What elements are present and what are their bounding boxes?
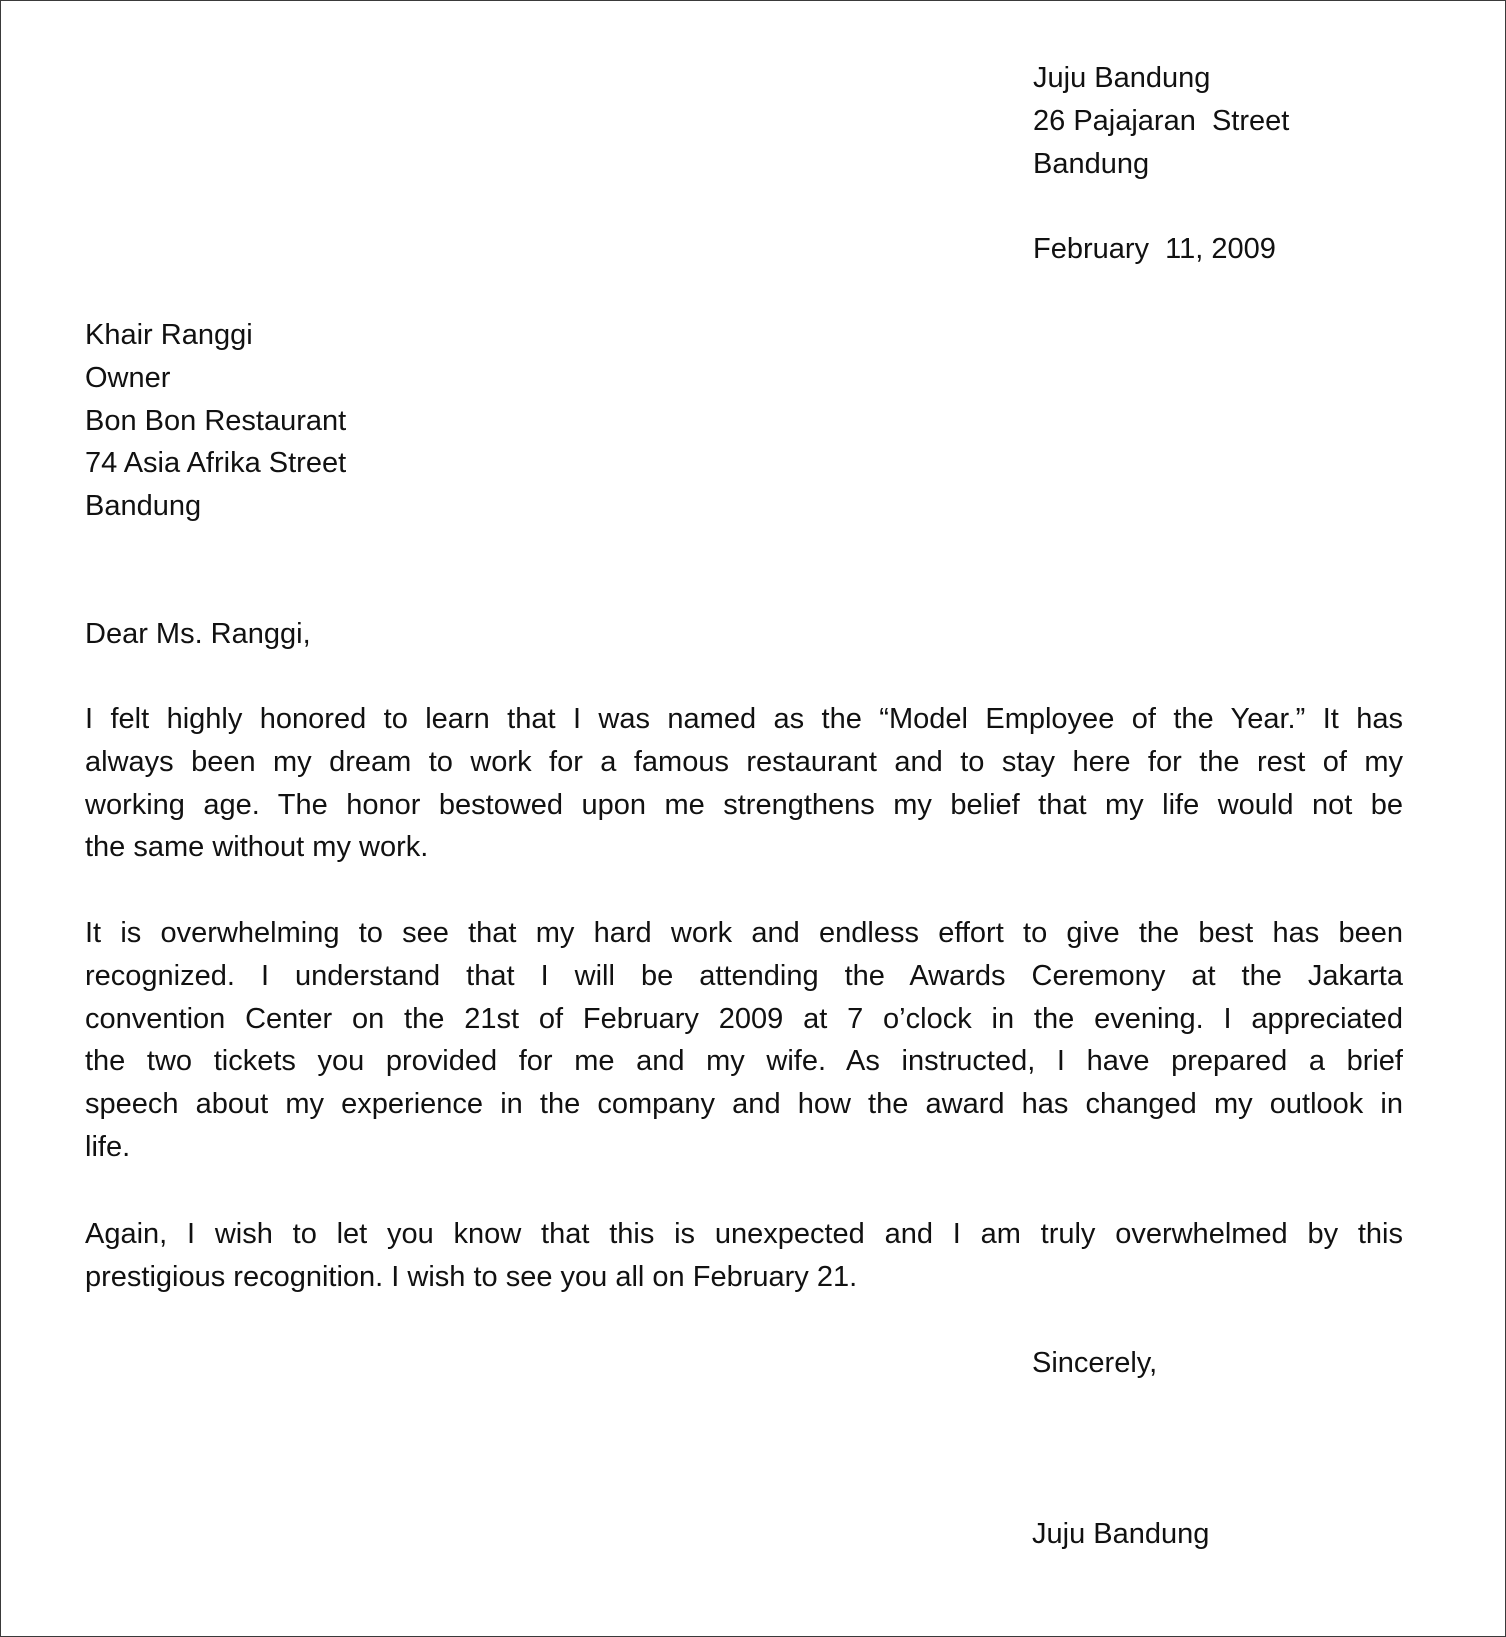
paragraph-line: I felt highly honored to learn that I was named as the “Model Employee of the Year.” It has [85,703,1403,735]
sender-street: 26 Pajajaran Street [1033,104,1290,137]
recipient-city: Bandung [85,490,202,523]
paragraph-line: the same without my work. [85,831,429,864]
recipient-title: Owner [85,361,171,394]
sender-address [1033,57,1289,185]
recipient-name: Khair Ranggi [85,319,253,351]
paragraph-line: always been my dream to work for a famous restaurant and to stay here for the rest of my [85,745,1403,778]
recipient-company: Bon Bon Restaurant [85,404,347,437]
salutation: Dear Ms. Ranggi, [85,618,311,650]
body-paragraph-2 [85,912,1403,1169]
paragraph-line: recognized. I understand that I will be attending the Awards Ceremony at the Jakarta [85,959,1403,992]
paragraph-line: life. [85,1130,131,1163]
paragraph-line: speech about my experience in the company and how the award has changed my outlook in [85,1088,1403,1121]
sender-city: Bandung [1033,147,1150,180]
recipient-street: 74 Asia Afrika Street [85,447,347,480]
paragraph-line: Again, I wish to let you know that this is unexpected and I am truly overwhelmed by this [85,1218,1403,1250]
closing: Sincerely, [1032,1347,1158,1379]
paragraph-line: convention Center on the 21st of February 2009 at 7 o’clock in the evening. I appreciated [85,1002,1403,1035]
body-paragraph-3 [85,1213,1403,1299]
paragraph-line: It is overwhelming to see that my hard work and endless effort to give the best has been [85,917,1403,949]
paragraph-line: prestigious recognition. I wish to see you all on February 21. [85,1260,858,1293]
signature-name: Juju Bandung [1032,1518,1210,1550]
paragraph-line: the two tickets you provided for me and my wife. As instructed, I have prepared a brief [85,1045,1403,1078]
recipient-address [85,314,346,528]
sender-name: Juju Bandung [1033,62,1211,94]
paragraph-line: working age. The honor bestowed upon me strengthens my belief that my life would not be [85,788,1403,821]
letter-date: February 11, 2009 [1033,233,1276,265]
body-paragraph-1 [85,698,1403,869]
